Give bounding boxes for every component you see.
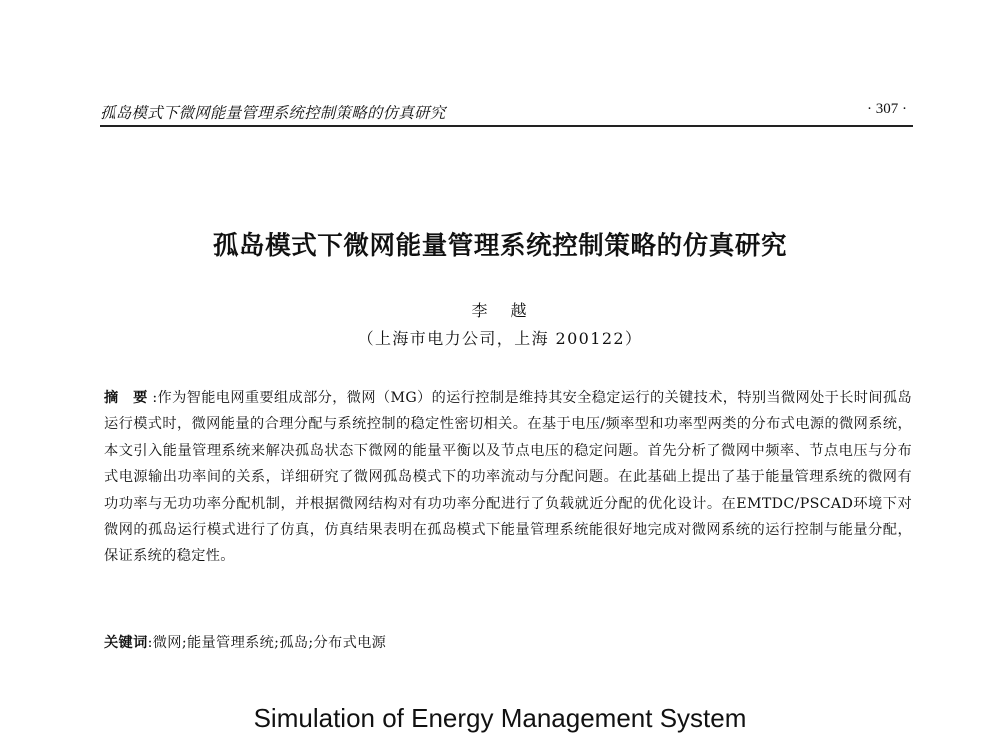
author-name: 李 越 [471, 301, 529, 320]
keywords-label: 关键词 [104, 635, 148, 651]
paper-title: 孤岛模式下微网能量管理系统控制策略的仿真研究 [212, 231, 788, 261]
abstract [104, 385, 912, 570]
running-title: 孤岛模式下微网能量管理系统控制策略的仿真研究 [100, 104, 446, 122]
author-affiliation: （上海市电力公司，上海 200122） [357, 329, 643, 348]
page-number: · 307 · [867, 101, 907, 117]
abstract-text: :作为智能电网重要组成部分，微网（MG）的运行控制是维持其安全稳定运行的关键技术，特别当微网处于长时间孤岛运行模式时，微网能量的合理分配与系统控制的稳定性密切相关。在基于电压/频率型和功率型两类的分布式电源的微网系统，本文引入能量管理系统来解决孤岛状态下微网的能量平衡以及节点电压的稳定问题。首先分析了微网中频率、节点电压与分布式电源输出功率间的关系，详细研究了微网孤岛模式下的功率流动与分配问题。在此基础上提出了基于能量管理系统的微网有功功率与无功功率分配机制，并根据微网结构对有功功率分配进行了负载就近分配的优化设计。在EMTDC/PSCAD环境下对微网的孤岛运行模式进行了仿真，仿真结果表明在孤岛模式下能量管理系统能很好地完成对微网系统的运行控制与能量分配，保证系统的稳定性。 [104, 390, 912, 565]
english-title: Simulation of Energy Management System [253, 703, 747, 733]
abstract-label: 摘 要 [104, 390, 153, 406]
keywords [104, 630, 912, 656]
running-header [100, 101, 913, 127]
keywords-text: :微网;能量管理系统;孤岛;分布式电源 [147, 635, 387, 651]
